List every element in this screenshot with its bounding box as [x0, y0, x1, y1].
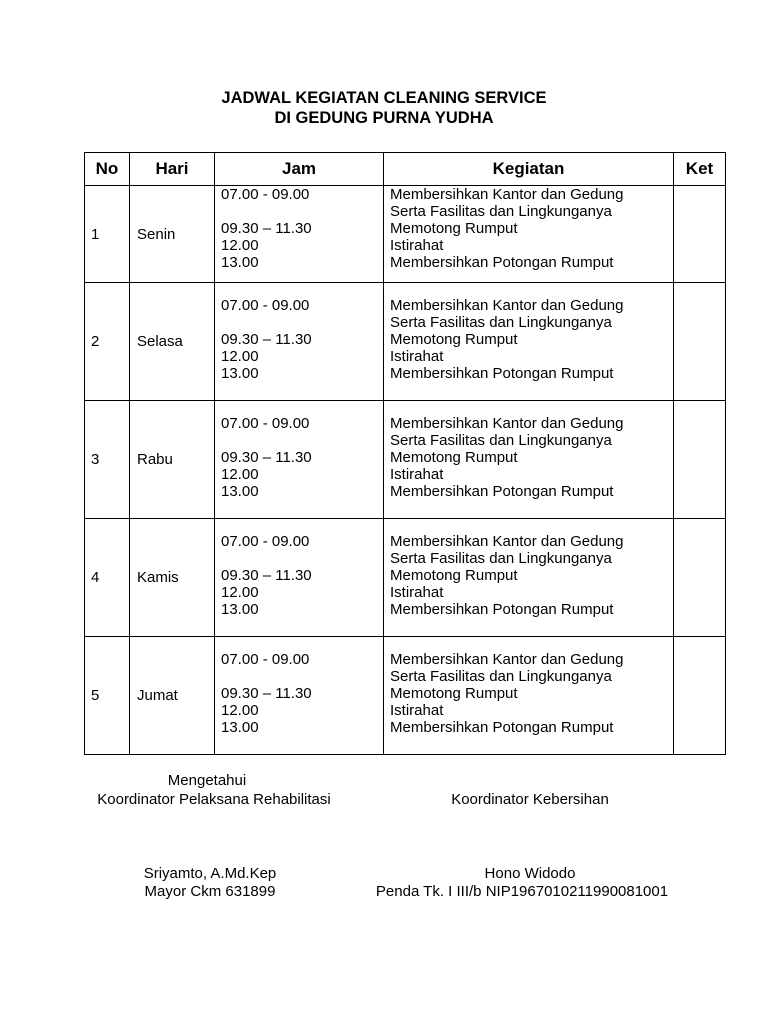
activity-line: Istirahat: [390, 584, 444, 601]
table-row: [85, 519, 726, 637]
table-header-row: [85, 153, 726, 186]
left-signer-rank: Mayor Ckm 631899: [144, 883, 276, 900]
no-cell: [85, 283, 130, 401]
time-cell: [215, 401, 384, 519]
activity-line: Serta Fasilitas dan Lingkunganya: [390, 314, 612, 331]
note-cell: [674, 401, 726, 519]
time-slot: 12.00: [221, 702, 259, 719]
time-slot: 12.00: [221, 237, 259, 254]
activity-line: Serta Fasilitas dan Lingkunganya: [390, 668, 612, 685]
time-slot: 09.30 – 11.30: [221, 685, 312, 702]
row-number: 2: [91, 333, 100, 350]
day-name: Rabu: [137, 451, 173, 468]
time-slot: [221, 550, 381, 567]
activity-line: Membersihkan Potongan Rumput: [390, 365, 614, 382]
title-line-1: JADWAL KEGIATAN CLEANING SERVICE: [221, 89, 547, 107]
header-activity: Kegiatan: [384, 153, 674, 186]
time-slot: 07.00 - 09.00: [221, 533, 310, 550]
time-slot: 13.00: [221, 365, 259, 382]
table-row: [85, 637, 726, 755]
right-signer-role: Koordinator Kebersihan: [451, 791, 609, 808]
header-day: Hari: [130, 153, 215, 186]
row-number: 4: [91, 569, 100, 586]
time-slot: 12.00: [221, 348, 259, 365]
activity-line: Membersihkan Potongan Rumput: [390, 254, 614, 271]
time-slot: [221, 203, 381, 220]
activity-cell: [384, 186, 674, 283]
activity-line: Membersihkan Kantor dan Gedung: [390, 297, 624, 314]
no-cell: [85, 401, 130, 519]
note-cell: [674, 637, 726, 755]
day-name: Kamis: [137, 569, 179, 586]
time-slot: 07.00 - 09.00: [221, 186, 310, 203]
activity-line: Membersihkan Kantor dan Gedung: [390, 186, 624, 203]
time-slot: 12.00: [221, 466, 259, 483]
activity-line: Memotong Rumput: [390, 220, 518, 237]
day-name: Senin: [137, 226, 176, 243]
time-slot: [221, 314, 381, 331]
time-cell: [215, 283, 384, 401]
time-slot: 09.30 – 11.30: [221, 567, 312, 584]
day-cell: [130, 186, 215, 283]
acknowledged-label: Mengetahui: [167, 772, 247, 789]
title-line-2: DI GEDUNG PURNA YUDHA: [274, 109, 494, 127]
activity-line: Memotong Rumput: [390, 567, 518, 584]
activity-cell: [384, 519, 674, 637]
day-cell: [130, 519, 215, 637]
time-slot: 13.00: [221, 601, 259, 618]
left-signer-name: Sriyamto, A.Md.Kep: [143, 865, 277, 882]
activity-cell: [384, 401, 674, 519]
no-cell: [85, 637, 130, 755]
day-cell: [130, 401, 215, 519]
time-cell: [215, 519, 384, 637]
activity-line: Serta Fasilitas dan Lingkunganya: [390, 550, 612, 567]
time-slot: 07.00 - 09.00: [221, 415, 310, 432]
time-slot: 09.30 – 11.30: [221, 449, 312, 466]
time-slot: [221, 432, 381, 449]
time-slot: 07.00 - 09.00: [221, 651, 310, 668]
activity-line: Membersihkan Potongan Rumput: [390, 601, 614, 618]
activity-line: Membersihkan Kantor dan Gedung: [390, 533, 624, 550]
activity-line: Membersihkan Potongan Rumput: [390, 719, 614, 736]
note-cell: [674, 186, 726, 283]
right-signer-name: Hono Widodo: [484, 865, 576, 882]
activity-line: Serta Fasilitas dan Lingkunganya: [390, 432, 612, 449]
day-name: Jumat: [137, 687, 178, 704]
header-no: No: [85, 153, 130, 186]
note-cell: [674, 283, 726, 401]
header-note: Ket: [674, 153, 726, 186]
schedule-table: [84, 152, 726, 755]
activity-line: Istirahat: [390, 702, 444, 719]
day-cell: [130, 637, 215, 755]
right-signer-rank: Penda Tk. I III/b NIP1967010211990081001: [375, 883, 669, 900]
activity-line: Membersihkan Potongan Rumput: [390, 483, 614, 500]
left-signer-role: Koordinator Pelaksana Rehabilitasi: [97, 791, 331, 808]
activity-line: Istirahat: [390, 466, 444, 483]
time-slot: 12.00: [221, 584, 259, 601]
time-slot: 13.00: [221, 483, 259, 500]
time-slot: 13.00: [221, 719, 259, 736]
no-cell: [85, 519, 130, 637]
row-number: 1: [91, 226, 100, 243]
time-slot: [221, 668, 381, 685]
activity-line: Memotong Rumput: [390, 331, 518, 348]
row-number: 5: [91, 687, 100, 704]
time-slot: 09.30 – 11.30: [221, 331, 312, 348]
table-row: [85, 283, 726, 401]
day-cell: [130, 283, 215, 401]
document-title: [0, 88, 768, 128]
activity-line: Istirahat: [390, 348, 444, 365]
time-cell: [215, 186, 384, 283]
activity-cell: [384, 637, 674, 755]
time-slot: 13.00: [221, 254, 259, 271]
row-number: 3: [91, 451, 100, 468]
activity-cell: [384, 283, 674, 401]
activity-line: Membersihkan Kantor dan Gedung: [390, 415, 624, 432]
day-name: Selasa: [137, 333, 183, 350]
activity-line: Memotong Rumput: [390, 449, 518, 466]
note-cell: [674, 519, 726, 637]
activity-line: Istirahat: [390, 237, 444, 254]
activity-line: Memotong Rumput: [390, 685, 518, 702]
time-slot: 09.30 – 11.30: [221, 220, 312, 237]
header-time: Jam: [215, 153, 384, 186]
time-slot: 07.00 - 09.00: [221, 297, 310, 314]
activity-line: Membersihkan Kantor dan Gedung: [390, 651, 624, 668]
table-row: [85, 401, 726, 519]
time-cell: [215, 637, 384, 755]
activity-line: Serta Fasilitas dan Lingkunganya: [390, 203, 612, 220]
table-row: [85, 186, 726, 283]
no-cell: [85, 186, 130, 283]
